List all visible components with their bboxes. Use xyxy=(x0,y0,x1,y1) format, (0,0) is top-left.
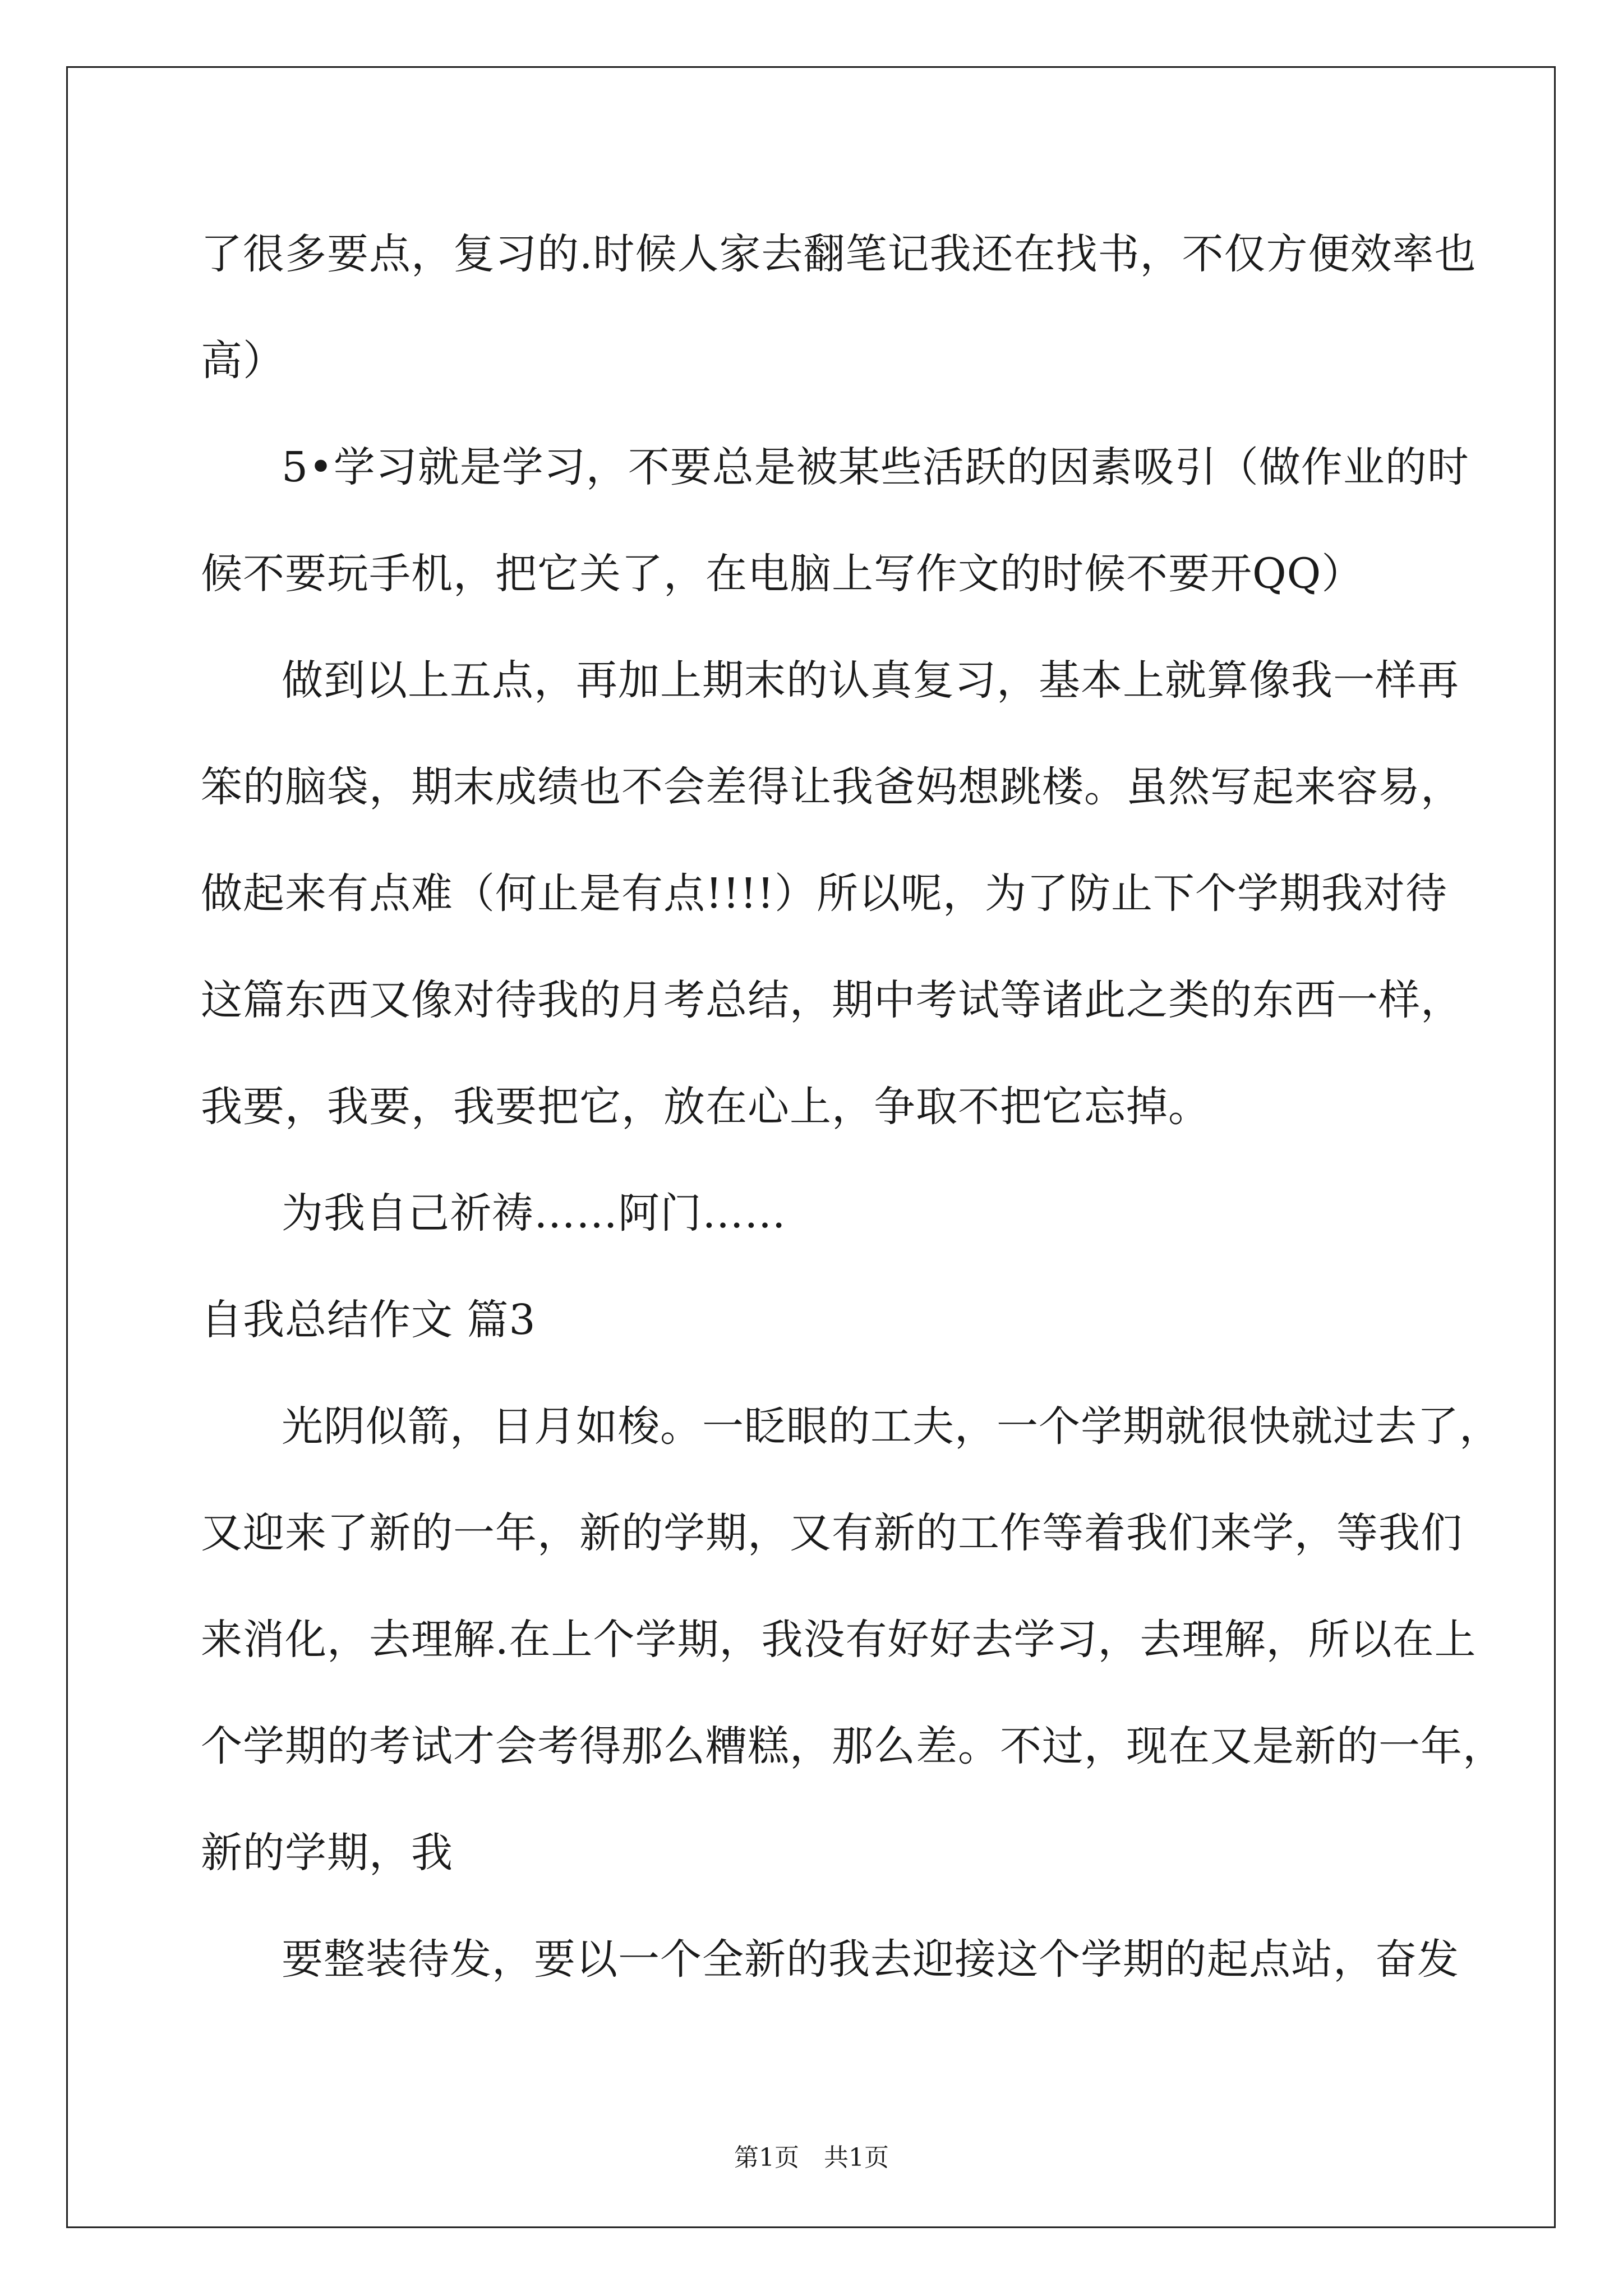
body-line-16: 新的学期，我 xyxy=(201,1829,453,1877)
body-line-15: 个学期的考试才会考得那么糟糕，那么差。不过，现在又是新的一年， xyxy=(201,1722,1505,1770)
page-footer: 第1页 共1页 xyxy=(734,2143,889,2172)
body-line-8: 这篇东西又像对待我的月考总结，期中考试等诸此之类的东西一样， xyxy=(201,976,1463,1024)
page-border xyxy=(66,66,1556,2228)
body-line-1: 了很多要点，复习的.时候人家去翻笔记我还在找书，不仅方便效率也 xyxy=(201,230,1477,278)
body-line-2: 高） xyxy=(201,337,285,385)
section-heading: 自我总结作文 篇3 xyxy=(201,1296,536,1344)
body-line-6: 笨的脑袋，期末成绩也不会差得让我爸妈想跳楼。虽然写起来容易， xyxy=(201,763,1463,811)
body-line-7: 做起来有点难（何止是有点!!!!）所以呢，为了防止下个学期我对待 xyxy=(201,869,1447,918)
body-line-3: 5•学习就是学习，不要总是被某些活跃的因素吸引（做作业的时 xyxy=(282,443,1469,491)
body-line-14: 来消化，去理解.在上个学期，我没有好好去学习，去理解，所以在上 xyxy=(201,1616,1477,1664)
body-line-9: 我要，我要，我要把它，放在心上，争取不把它忘掉。 xyxy=(201,1083,1210,1131)
body-line-12: 光阴似箭，日月如梭。一眨眼的工夫，一个学期就很快就过去了， xyxy=(282,1402,1501,1451)
body-line-5: 做到以上五点，再加上期末的认真复习，基本上就算像我一样再 xyxy=(282,656,1459,705)
body-line-13: 又迎来了新的一年，新的学期，又有新的工作等着我们来学，等我们 xyxy=(201,1509,1463,1557)
body-line-4: 候不要玩手机，把它关了，在电脑上写作文的时候不要开QQ） xyxy=(201,550,1364,598)
body-line-17: 要整装待发，要以一个全新的我去迎接这个学期的起点站，奋发 xyxy=(282,1935,1459,1984)
body-line-10: 为我自己祈祷……阿门…… xyxy=(282,1189,786,1237)
